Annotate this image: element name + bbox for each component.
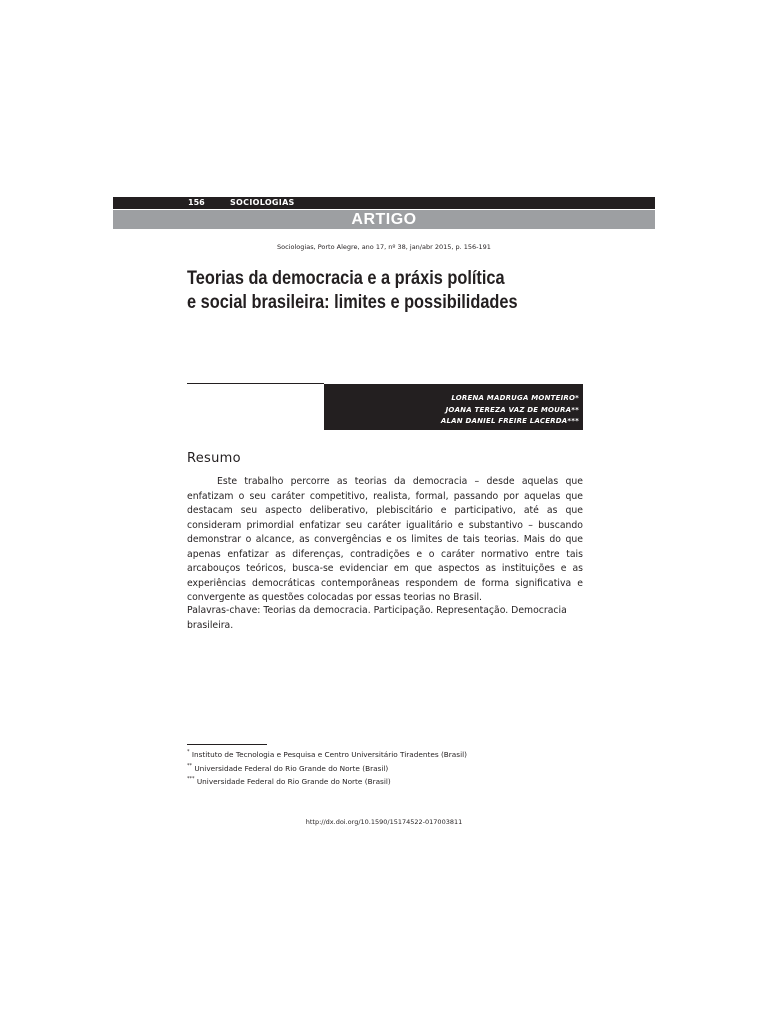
footnote-mark: * <box>187 749 190 755</box>
author-divider <box>187 383 324 384</box>
footnote-text: Instituto de Tecnologia e Pesquisa e Centro Universitário Tiradentes (Brasil) <box>191 750 467 759</box>
footnote-text: Universidade Federal do Rio Grande do Norte (Brasil) <box>194 763 389 773</box>
doi-link[interactable]: http://dx.doi.org/10.1590/15174522-017003811 <box>305 818 463 826</box>
abstract-heading: Resumo <box>187 451 241 466</box>
author-name: JOANA TEREZA VAZ DE MOURA** <box>445 406 579 414</box>
footnote <box>187 762 583 776</box>
title-line-2: e social brasileira: limites e possibilidades <box>187 292 518 313</box>
abstract-text: Este trabalho percorre as teorias da democracia – desde aquelas que enfatizam o seu caráter competitivo, realista, formal, passando por aquelas que destacam seu aspecto deliberativo, plebiscitário e participativo, até as que consideram primordial enfatizar seu caráter igualitário e substantivo – buscando demonstrar o alcance, as convergências e os limites de tais teorias. Mais do que apenas enfatizar as diferenças, contradições e o caráter normativo entre tais arcabouços teóricos, busca-se evidenciar em que aspectos as instituições e as experiências democráticas contemporâneas respondem de forma significativa e convergente as questões colocadas por essas teorias no Brasil. <box>187 476 583 603</box>
citation-line: Sociologias, Porto Alegre, ano 17, nº 38, jan/abr 2015, p. 156-191 <box>277 243 491 251</box>
title-line-1: Teorias da democracia e a práxis política <box>187 268 505 289</box>
author-name: LORENA MADRUGA MONTEIRO* <box>451 394 579 402</box>
journal-name: SOCIOLOGIAS <box>230 198 295 207</box>
keywords: Palavras-chave: Teorias da democracia. Participação. Representação. Democracia brasileira. <box>187 605 567 631</box>
footnotes <box>187 748 583 789</box>
footnote <box>187 748 583 762</box>
section-band <box>113 210 655 229</box>
page-number: 156 <box>188 198 205 207</box>
section-label: ARTIGO <box>351 211 417 228</box>
footnote-divider <box>187 744 267 745</box>
footnote-mark: *** <box>187 776 195 782</box>
article-title <box>187 267 548 315</box>
author-block <box>324 384 583 430</box>
footnote-text: Universidade Federal do Rio Grande do Norte (Brasil) <box>196 777 391 786</box>
footnote-mark: ** <box>187 762 192 769</box>
footnote <box>187 775 583 789</box>
author-name: ALAN DANIEL FREIRE LACERDA*** <box>440 417 579 425</box>
running-header <box>113 197 655 209</box>
